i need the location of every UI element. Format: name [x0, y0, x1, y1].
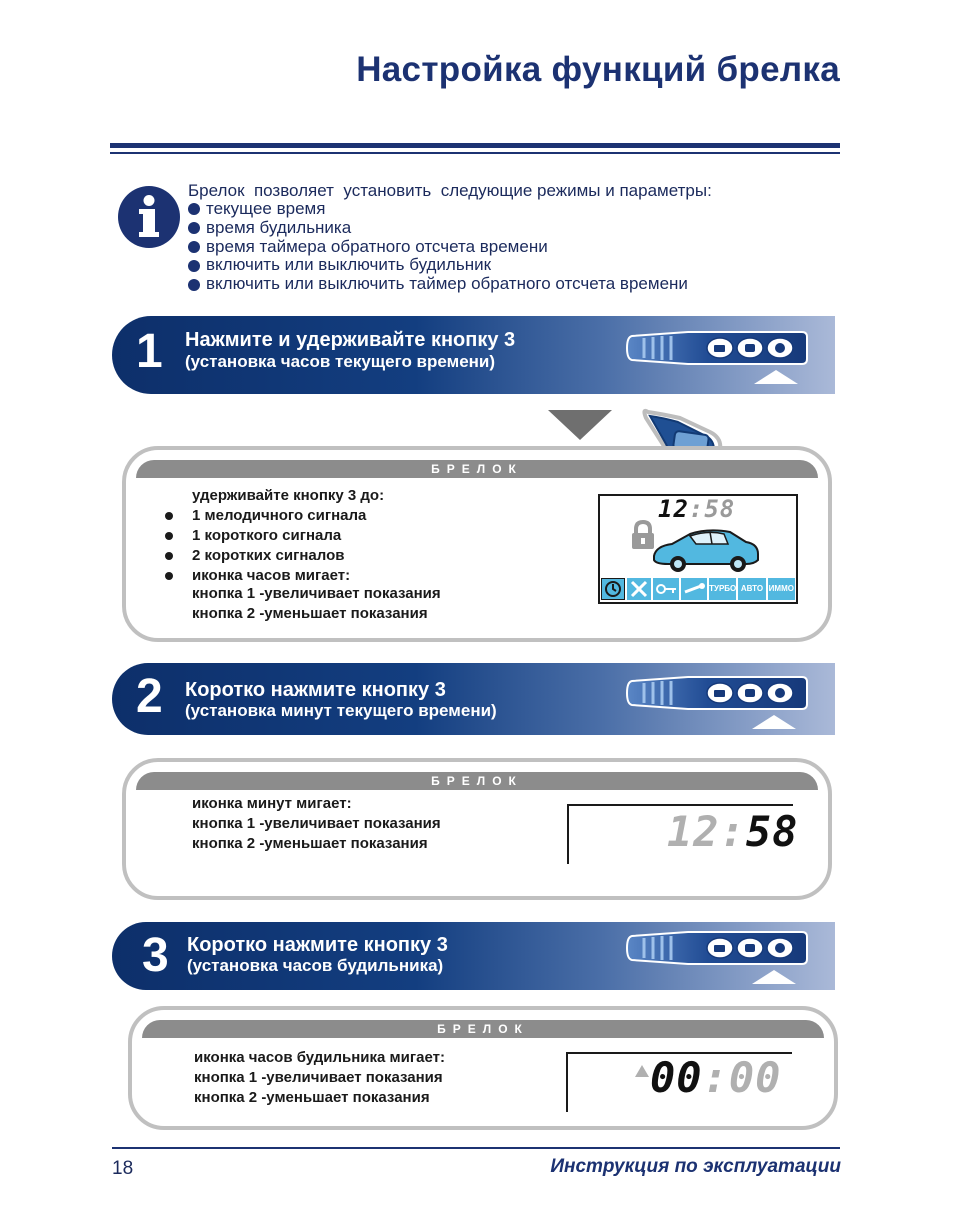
step-title: Коротко нажмите кнопку 3: [187, 934, 448, 956]
note-line: кнопка 2 -уменьшает показания: [192, 605, 428, 622]
panel-header: БРЕЛОК: [136, 460, 818, 478]
lcd-screen: [566, 1052, 792, 1112]
title-rule-thin: [110, 152, 840, 154]
step-1-panel: [122, 446, 832, 642]
lcd-time: [650, 1054, 781, 1102]
key-fob-icon: [626, 928, 808, 973]
lcd-separator: :: [688, 495, 705, 523]
step-2-banner: [112, 663, 835, 735]
step-3-banner: [112, 922, 835, 990]
list-item: 2 коротких сигналов: [192, 546, 366, 566]
list-item: включить или выключить таймер обратного отсчета времени: [188, 275, 688, 294]
key-icon: [653, 578, 679, 600]
lcd-minutes: 00: [728, 1053, 782, 1102]
lcd-screen: [598, 494, 798, 604]
note-line: кнопка 2 -уменьшает показания: [194, 1089, 430, 1106]
step-subtitle: (установка часов будильника): [187, 956, 444, 975]
step-title: Коротко нажмите кнопку 3: [185, 679, 446, 701]
step-number: 3: [142, 929, 169, 982]
lcd-separator: :: [719, 807, 746, 856]
info-icon: [118, 186, 180, 248]
press-indicator-icon: [752, 970, 796, 984]
press-indicator-icon: [754, 370, 798, 384]
press-indicator-icon: [752, 715, 796, 729]
note-line: иконка минут мигает:: [192, 795, 352, 812]
list-item: включить или выключить будильник: [188, 256, 688, 275]
car-icon: [650, 526, 762, 579]
lcd-screen: [567, 804, 799, 864]
note-line: кнопка 1 -увеличивает показания: [192, 585, 441, 602]
lcd-time: [667, 808, 798, 856]
lcd-minutes: 58: [704, 495, 736, 523]
title-rule-thick: [110, 143, 840, 148]
alarm-bell-icon: [634, 1064, 650, 1083]
immo-label: ИММО: [768, 578, 795, 600]
list-item: текущее время: [188, 200, 688, 219]
turbo-label: ТУРБО: [709, 578, 736, 600]
panel-lines: [194, 1048, 445, 1108]
list-item: иконка часов мигает:: [192, 566, 366, 586]
step-1-banner: [112, 316, 835, 394]
panel-lines: [192, 794, 441, 854]
auto-label: АВТО: [738, 578, 765, 600]
step-3-panel: [128, 1006, 838, 1130]
list-item: 1 мелодичного сигнала: [192, 507, 367, 524]
note-line: кнопка 2 -уменьшает показания: [192, 835, 428, 852]
footer-title: Инструкция по эксплуатации: [550, 1156, 841, 1177]
panel-header: БРЕЛОК: [136, 772, 818, 790]
lcd-hours: 12: [667, 807, 720, 856]
page-number: 18: [112, 1158, 134, 1179]
key-fob-icon: [626, 328, 808, 373]
step-number: 2: [136, 670, 163, 723]
step-title: Нажмите и удерживайте кнопку 3: [185, 329, 516, 351]
step-subtitle: (установка часов текущего времени): [185, 352, 496, 371]
step-number: 1: [136, 325, 163, 378]
list-item: время будильника: [188, 219, 688, 238]
list-item: 1 короткого сигнала: [192, 526, 366, 546]
lcd-hours: 00: [650, 1053, 703, 1102]
step-subtitle: (установка минут текущего времени): [185, 701, 497, 720]
info-list: [188, 200, 688, 294]
panel-header: БРЕЛОК: [142, 1020, 824, 1038]
note-line: кнопка 1 -увеличивает показания: [194, 1069, 443, 1086]
info-intro: Брелок позволяет установить следующие режимы и параметры:: [188, 181, 712, 200]
lcd-time: [658, 495, 735, 523]
note-line: иконка часов будильника мигает:: [194, 1049, 445, 1066]
wrench-cross-icon: [627, 578, 651, 600]
panel-bullets: [192, 506, 366, 586]
lcd-separator: :: [702, 1053, 729, 1102]
wrench-icon: [681, 578, 707, 600]
list-item: время таймера обратного отсчета времени: [188, 238, 688, 257]
footer-rule: [112, 1147, 840, 1149]
note-line: кнопка 1 -увеличивает показания: [192, 815, 441, 832]
panel-intro: удерживайте кнопку 3 до:: [192, 487, 385, 504]
down-arrow-icon: [548, 410, 612, 440]
lcd-minutes: 58: [745, 807, 799, 856]
panel-notes: [192, 584, 441, 624]
lcd-status-bar: [601, 578, 795, 600]
key-fob-icon: [626, 673, 808, 718]
lcd-hours: 12: [658, 495, 689, 523]
step-2-panel: [122, 758, 832, 900]
clock-icon: [601, 578, 625, 600]
page-title: Настройка функций брелка: [356, 50, 840, 89]
